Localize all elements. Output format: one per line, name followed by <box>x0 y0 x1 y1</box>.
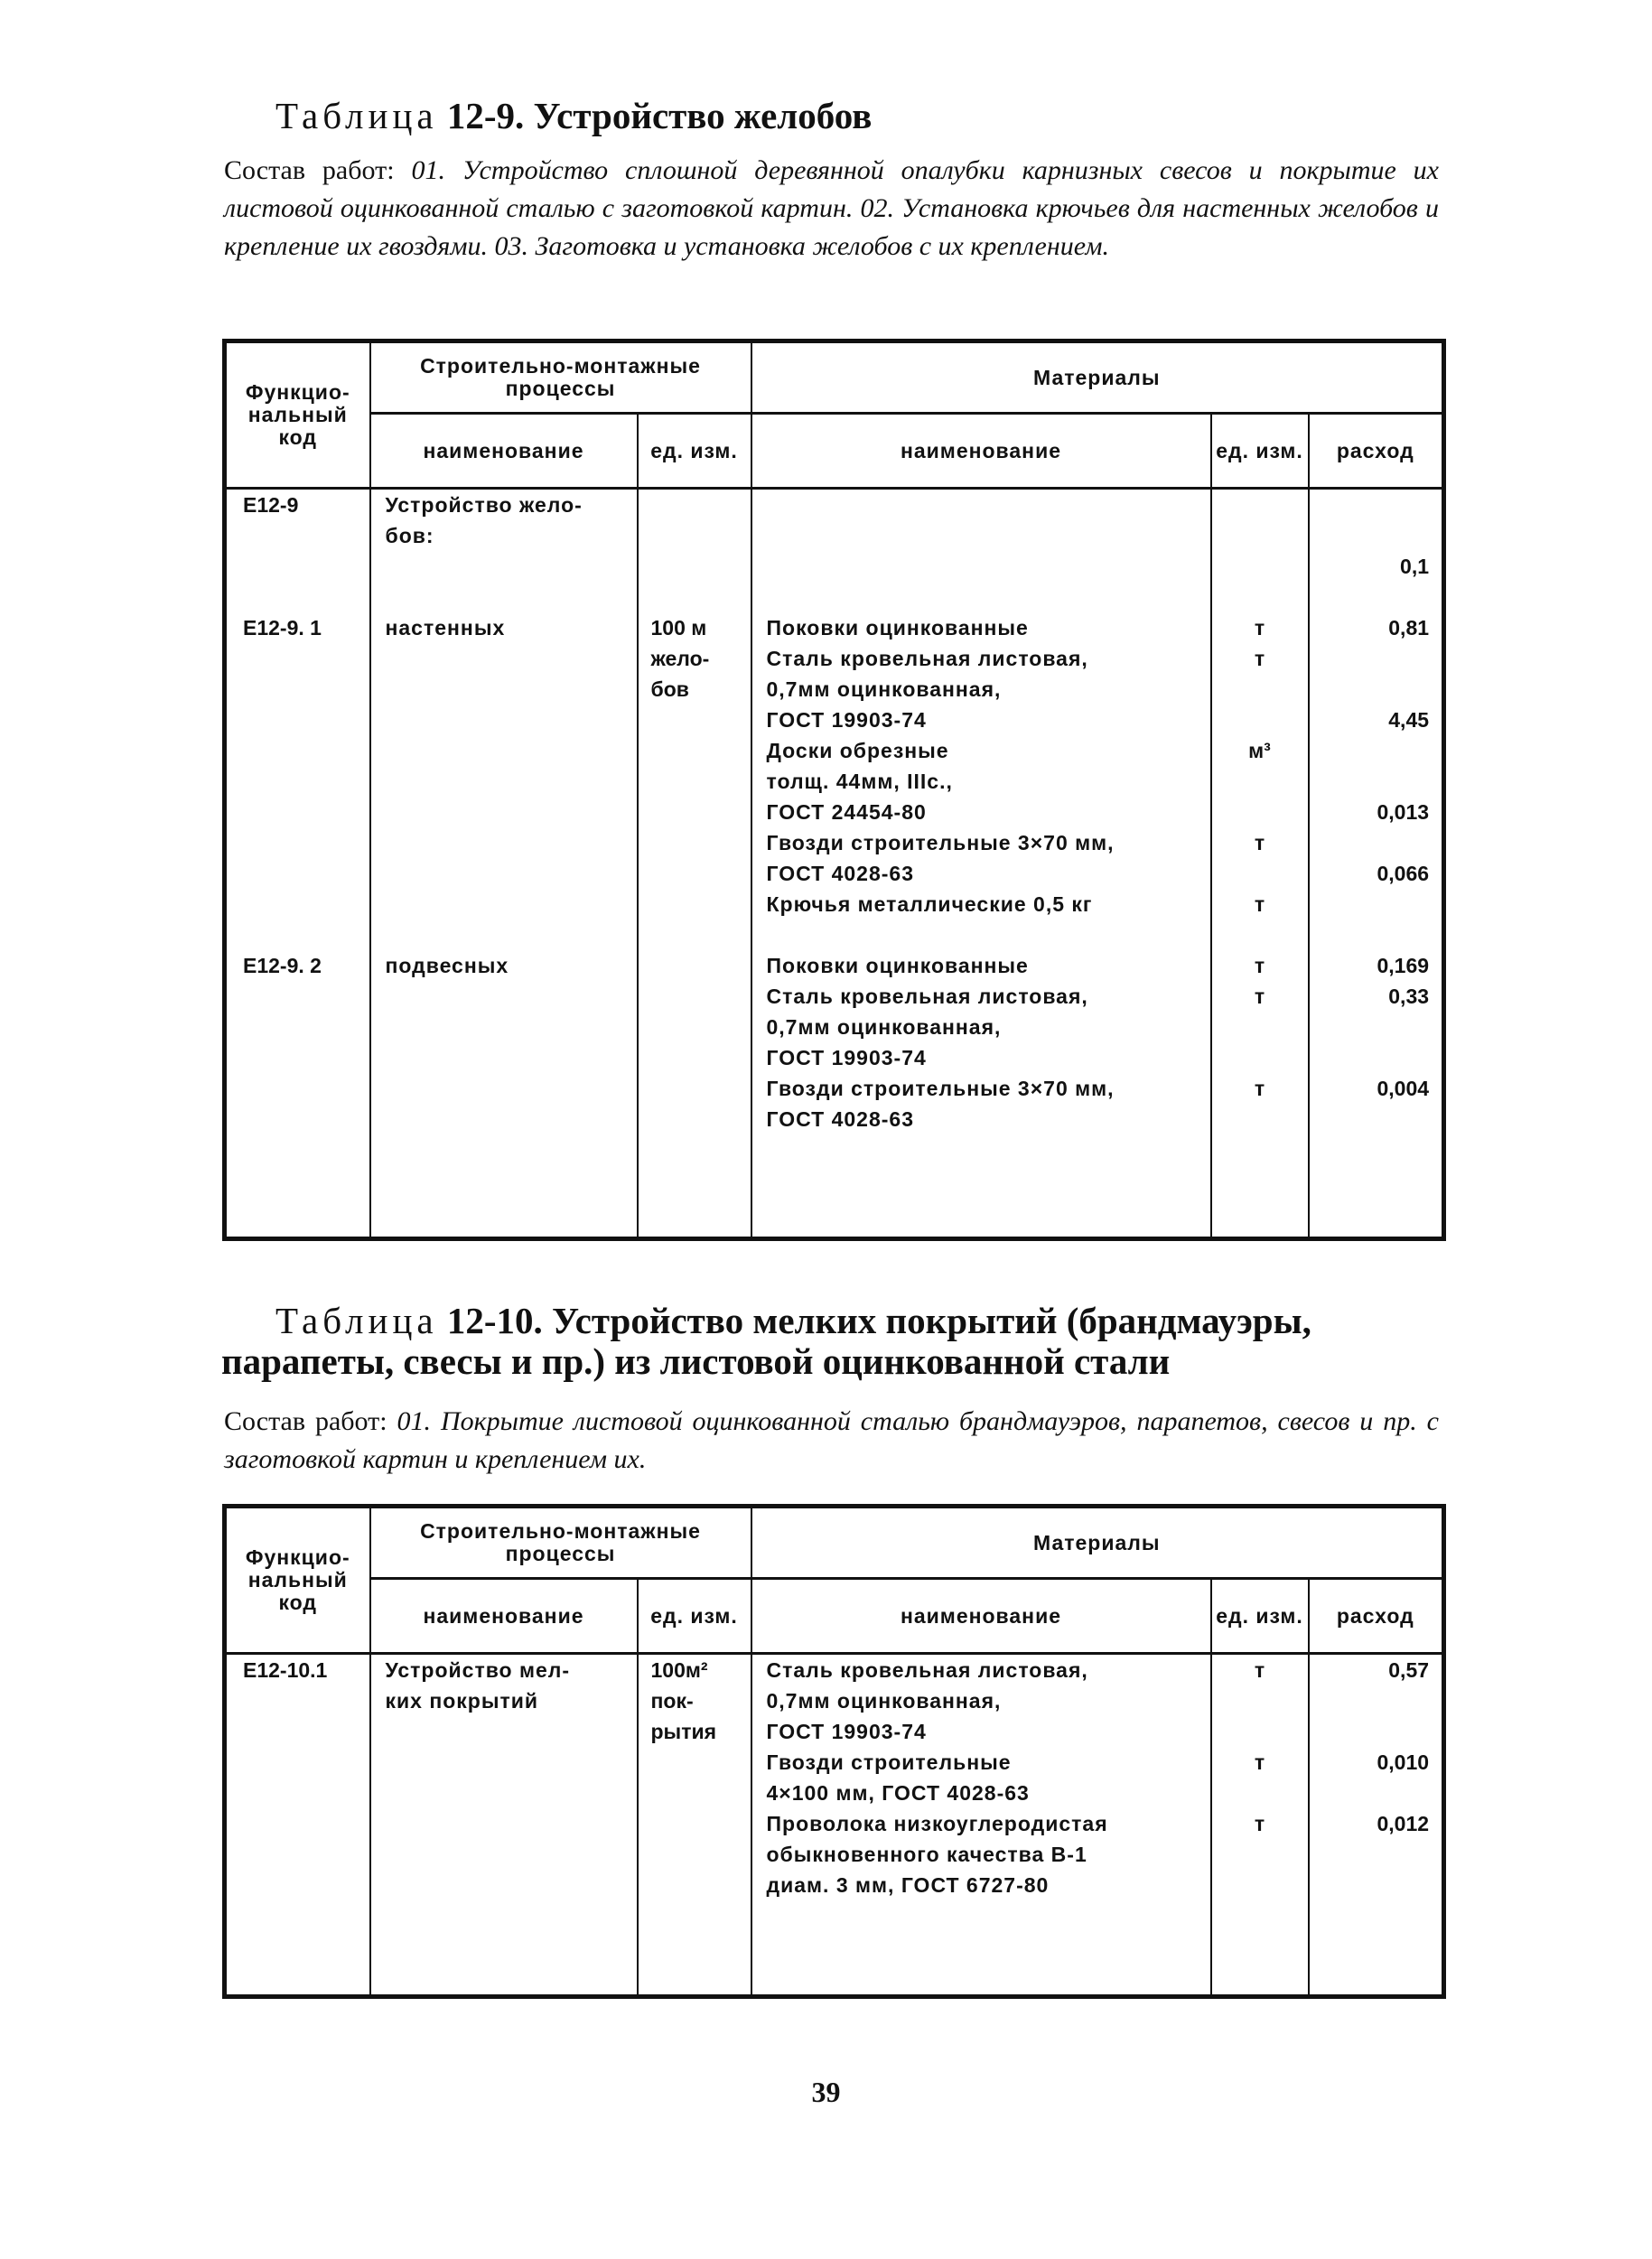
cell-line: 0,013 <box>1377 800 1430 824</box>
cell-line: 100 м <box>650 616 707 639</box>
row-gap <box>1310 582 1430 612</box>
cell-line <box>767 551 1210 582</box>
cell-line <box>1310 1716 1430 1747</box>
cell-line: т <box>1254 1812 1265 1835</box>
table2 <box>222 1504 1446 1999</box>
cell-line <box>243 1012 369 1042</box>
cell-line <box>243 858 369 889</box>
cell-line: жело- <box>650 647 710 670</box>
cell-line <box>1310 766 1430 797</box>
cell-line <box>651 1073 751 1104</box>
col-consumption <box>1309 1654 1444 1997</box>
row-gap <box>651 582 751 612</box>
cell-line: 0,012 <box>1377 1812 1430 1835</box>
cell-line: т <box>1254 1077 1265 1100</box>
cell-line: Крючья металлические 0,5 кг <box>766 892 1093 916</box>
cell-line: т <box>1254 647 1265 670</box>
cell-line: т <box>1254 831 1265 854</box>
cell-line: рытия <box>650 1720 717 1743</box>
header-materials-group: Материалы <box>751 341 1444 414</box>
table1 <box>222 339 1446 1241</box>
cell-line <box>386 1839 637 1870</box>
cell-line: 0,010 <box>1377 1750 1430 1774</box>
row-gap <box>651 919 751 950</box>
table2-title-text: 12-10. Устройство мелких покрытий (брандмауэры, <box>446 1300 1311 1341</box>
header-proc-unit: ед. изм. <box>638 414 751 489</box>
row-gap <box>243 582 369 612</box>
cell-line <box>243 797 369 827</box>
cell-line <box>651 858 751 889</box>
cell-line <box>386 643 637 674</box>
cell-line <box>243 735 369 766</box>
table1-desc-lead: Состав работ: <box>224 155 395 185</box>
row-gap <box>386 919 637 950</box>
cell-line: 0,1 <box>1400 555 1430 578</box>
cell-line <box>1212 705 1308 735</box>
cell-line: Устройство мел- <box>385 1658 571 1682</box>
header-consumption: расход <box>1309 1579 1444 1654</box>
cell-line: 4,45 <box>1388 708 1430 732</box>
cell-line: 0,169 <box>1377 954 1430 977</box>
table2-title <box>221 1300 1450 1382</box>
cell-line <box>1310 889 1430 919</box>
cell-line <box>651 1808 751 1839</box>
cell-line: ГОСТ 19903-74 <box>766 708 927 732</box>
cell-line <box>386 1012 637 1042</box>
cell-line <box>1310 674 1430 705</box>
cell-line <box>651 1778 751 1808</box>
cell-line <box>1310 1870 1430 1900</box>
cell-line <box>651 950 751 981</box>
cell-line <box>243 1716 369 1747</box>
col-proc-unit <box>638 489 751 1239</box>
cell-line <box>386 705 637 735</box>
table2-desc-text: 01. Покрытие листовой оцинкованной сталью брандмауэров, парапетов, свесов и пр. с заготовкой картин и креплением их. <box>224 1406 1439 1474</box>
cell-line <box>386 1808 637 1839</box>
cell-line <box>386 1073 637 1104</box>
cell-line <box>1310 520 1430 551</box>
page-number: 39 <box>811 2076 841 2108</box>
cell-line <box>1212 1104 1308 1134</box>
cell-line: 0,004 <box>1377 1077 1430 1100</box>
header-mat-unit: ед. изм. <box>1211 1579 1309 1654</box>
col-proc-name <box>370 489 638 1239</box>
cell-line <box>243 1747 369 1778</box>
table-body-row <box>225 1654 1444 1997</box>
cell-line <box>243 551 369 582</box>
cell-line <box>1310 1042 1430 1073</box>
cell-line <box>243 643 369 674</box>
cell-line: 0,81 <box>1388 616 1430 639</box>
cell-line <box>1212 490 1308 520</box>
cell-line <box>1310 490 1430 520</box>
cell-line <box>386 1778 637 1808</box>
col-mat-unit <box>1211 489 1309 1239</box>
cell-line <box>651 1747 751 1778</box>
cell-line: Е12-9. 1 <box>243 616 322 639</box>
table2-description <box>224 1403 1439 1479</box>
row-gap <box>767 582 1210 612</box>
cell-line <box>243 1073 369 1104</box>
cell-line <box>386 766 637 797</box>
cell-line <box>651 551 751 582</box>
cell-line: т <box>1254 1658 1265 1682</box>
cell-line <box>651 1012 751 1042</box>
cell-line <box>243 674 369 705</box>
cell-line: Сталь кровельная листовая, <box>766 985 1088 1008</box>
cell-line <box>1212 797 1308 827</box>
cell-line <box>651 520 751 551</box>
cell-line <box>243 520 369 551</box>
cell-line <box>243 1042 369 1073</box>
row-gap <box>1310 919 1430 950</box>
row-gap <box>386 582 637 612</box>
cell-line: т <box>1254 954 1265 977</box>
cell-line: Доски обрезные <box>766 739 949 762</box>
cell-line <box>243 1104 369 1134</box>
cell-line: пок- <box>650 1689 694 1713</box>
header-func-code: Функцио-нальный код <box>225 1507 370 1654</box>
cell-line: Устройство жело- <box>385 493 583 517</box>
cell-line <box>386 981 637 1012</box>
cell-line: т <box>1254 892 1265 916</box>
cell-line <box>651 827 751 858</box>
cell-line: 0,33 <box>1388 985 1430 1008</box>
cell-line <box>243 766 369 797</box>
cell-line: обыкновенного качества В-1 <box>766 1843 1087 1866</box>
cell-line <box>386 1716 637 1747</box>
cell-line: т <box>1254 1750 1265 1774</box>
cell-line <box>651 1839 751 1870</box>
col-consumption <box>1309 489 1444 1239</box>
cell-line: бов <box>650 677 689 701</box>
table-body-row <box>225 489 1444 1239</box>
cell-line <box>1310 643 1430 674</box>
cell-line: Е12-9 <box>243 493 299 517</box>
cell-line <box>1212 1839 1308 1870</box>
header-process-group: Строительно-монтажные процессы <box>370 1507 751 1579</box>
cell-line <box>243 705 369 735</box>
cell-line <box>386 1747 637 1778</box>
col-proc-name <box>370 1654 638 1997</box>
cell-line <box>1310 827 1430 858</box>
cell-line <box>1212 858 1308 889</box>
cell-line: Гвозди строительные 3×70 мм, <box>766 1077 1115 1100</box>
cell-line: Гвозди строительные <box>766 1750 1012 1774</box>
cell-line: ГОСТ 19903-74 <box>766 1720 927 1743</box>
cell-line: ГОСТ 4028-63 <box>766 1107 915 1131</box>
header-consumption: расход <box>1309 414 1444 489</box>
header-proc-name: наименование <box>370 414 638 489</box>
table1-title-text: 12-9. Устройство желобов <box>446 95 873 136</box>
cell-line: Проволока низкоуглеродистая <box>766 1812 1108 1835</box>
cell-line <box>1310 1685 1430 1716</box>
cell-line: 0,066 <box>1377 862 1430 885</box>
cell-line: настенных <box>385 616 506 639</box>
cell-line <box>1212 1012 1308 1042</box>
cell-line <box>1212 674 1308 705</box>
cell-line: толщ. 44мм, IIIc., <box>766 770 953 793</box>
cell-line <box>243 1839 369 1870</box>
cell-line <box>243 1778 369 1808</box>
cell-line: Е12-10.1 <box>243 1658 328 1682</box>
cell-line <box>243 827 369 858</box>
cell-line: Поковки оцинкованные <box>766 954 1029 977</box>
cell-line <box>1212 1870 1308 1900</box>
header-proc-unit: ед. изм. <box>638 1579 751 1654</box>
cell-line <box>1310 1012 1430 1042</box>
table1-desc-text: 01. Устройство сплошной деревянной опалубки карнизных свесов и покрытие их листовой оцинкованной сталью с заготовкой картин. 02. Установка крючьев для настенных желобов и крепление их гвоздями. 03. Заготовка и установка желобов с их креплением. <box>224 155 1440 261</box>
col-mat-name <box>751 489 1211 1239</box>
cell-line <box>767 490 1210 520</box>
cell-line: Сталь кровельная листовая, <box>766 1658 1088 1682</box>
cell-line <box>1212 1685 1308 1716</box>
cell-line <box>386 674 637 705</box>
cell-line: 4×100 мм, ГОСТ 4028-63 <box>766 1781 1030 1805</box>
cell-line <box>651 1104 751 1134</box>
cell-line: 100м² <box>650 1658 708 1682</box>
cell-line <box>386 827 637 858</box>
table2-desc-lead: Состав работ: <box>224 1406 387 1436</box>
cell-line <box>386 797 637 827</box>
row-gap <box>243 919 369 950</box>
cell-line: бов: <box>385 524 434 547</box>
col-func-code <box>225 489 370 1239</box>
cell-line <box>386 735 637 766</box>
cell-line: ГОСТ 19903-74 <box>766 1046 927 1069</box>
cell-line <box>243 1685 369 1716</box>
cell-line <box>767 520 1210 551</box>
header-mat-name: наименование <box>751 414 1211 489</box>
table2-title-line2: парапеты, свесы и пр.) из листовой оцинкованной стали <box>221 1340 1171 1382</box>
cell-line <box>1310 1778 1430 1808</box>
table1-description <box>224 152 1439 266</box>
cell-line <box>386 889 637 919</box>
cell-line <box>243 981 369 1012</box>
table1-title <box>275 96 1450 136</box>
col-proc-unit <box>638 1654 751 1997</box>
cell-line <box>651 1870 751 1900</box>
cell-line <box>1212 1042 1308 1073</box>
cell-line <box>1212 551 1308 582</box>
cell-line <box>1212 766 1308 797</box>
cell-line <box>651 797 751 827</box>
cell-line: т <box>1254 616 1265 639</box>
cell-line <box>386 1104 637 1134</box>
cell-line <box>1310 735 1430 766</box>
cell-line <box>1310 1839 1430 1870</box>
header-mat-name: наименование <box>751 1579 1211 1654</box>
cell-line: Поковки оцинкованные <box>766 616 1029 639</box>
cell-line: ГОСТ 24454-80 <box>766 800 927 824</box>
col-func-code <box>225 1654 370 1997</box>
cell-line <box>1310 1104 1430 1134</box>
cell-line <box>1212 520 1308 551</box>
cell-line <box>651 766 751 797</box>
cell-line <box>651 490 751 520</box>
cell-line: ГОСТ 4028-63 <box>766 862 915 885</box>
col-mat-unit <box>1211 1654 1309 1997</box>
cell-line: диам. 3 мм, ГОСТ 6727-80 <box>766 1873 1050 1897</box>
cell-line <box>651 889 751 919</box>
cell-line: подвесных <box>385 954 509 977</box>
cell-line <box>243 1808 369 1839</box>
cell-line: Сталь кровельная листовая, <box>766 647 1088 670</box>
header-proc-name: наименование <box>370 1579 638 1654</box>
cell-line: т <box>1254 985 1265 1008</box>
cell-line: Гвозди строительные 3×70 мм, <box>766 831 1115 854</box>
cell-line <box>651 1042 751 1073</box>
cell-line <box>386 1042 637 1073</box>
cell-line: 0,7мм оцинкованная, <box>766 1015 1002 1039</box>
cell-line: Е12-9. 2 <box>243 954 322 977</box>
cell-line <box>651 735 751 766</box>
header-func-code: Функцио-нальный код <box>225 341 370 489</box>
cell-line <box>651 981 751 1012</box>
header-materials-group: Материалы <box>751 1507 1444 1579</box>
row-gap <box>1212 582 1308 612</box>
cell-line: м³ <box>1248 739 1271 762</box>
cell-line <box>651 705 751 735</box>
cell-line <box>1212 1716 1308 1747</box>
col-mat-name <box>751 1654 1211 1997</box>
cell-line: ких покрытий <box>385 1689 539 1713</box>
cell-line <box>243 889 369 919</box>
table2-title-prefix: Таблица <box>275 1300 438 1341</box>
cell-line <box>243 1870 369 1900</box>
table1-title-prefix: Таблица <box>275 95 438 136</box>
cell-line: 0,57 <box>1388 1658 1430 1682</box>
cell-line <box>386 1870 637 1900</box>
row-gap <box>1212 919 1308 950</box>
cell-line <box>386 551 637 582</box>
header-mat-unit: ед. изм. <box>1211 414 1309 489</box>
header-process-group: Строительно-монтажные процессы <box>370 341 751 414</box>
cell-line <box>386 858 637 889</box>
row-gap <box>767 919 1210 950</box>
cell-line: 0,7мм оцинкованная, <box>766 677 1002 701</box>
cell-line: 0,7мм оцинкованная, <box>766 1689 1002 1713</box>
cell-line <box>1212 1778 1308 1808</box>
